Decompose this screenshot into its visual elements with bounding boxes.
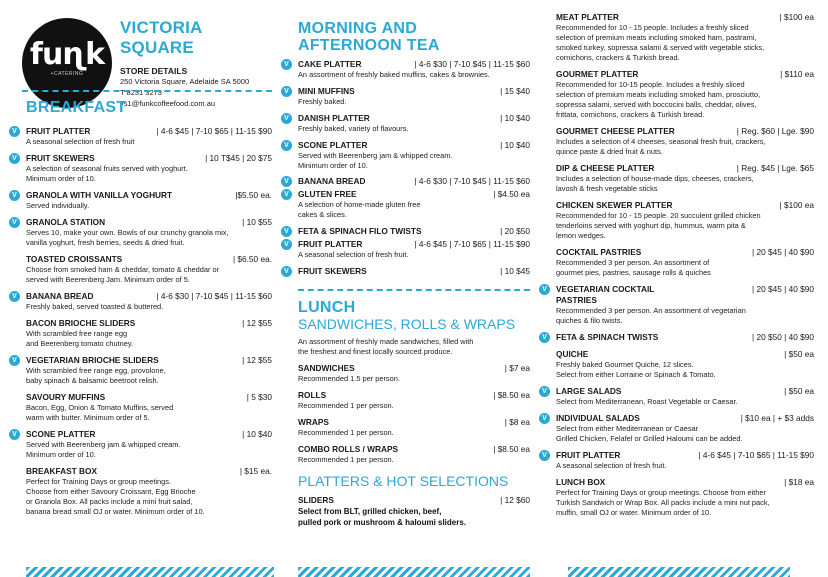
- item-price: | 20 $45 | 40 $90: [752, 247, 814, 257]
- lunch-intro-2: the freshest and finest locally sourced produce.: [298, 347, 453, 356]
- item-price: | 10 $40: [242, 429, 272, 439]
- item-name: WRAPS: [298, 417, 329, 427]
- item-desc: Served with Beerenberg jam & whipped cream.: [298, 151, 453, 160]
- item-price: | 10 $45: [500, 266, 530, 276]
- menu-item: [556, 69, 814, 120]
- logo-subtext: +CATERING: [50, 71, 84, 77]
- footer-stripe: [568, 567, 790, 577]
- item-name: SANDWICHES: [298, 363, 355, 373]
- item-desc: A seasonal selection of fresh fruit: [26, 137, 135, 146]
- menu-item: [556, 200, 814, 241]
- item-name: BANANA BREAD: [298, 176, 366, 186]
- item-name: MINI MUFFINS: [298, 86, 355, 96]
- item-desc: A selection of seasonal fruits served with yoghurt.: [26, 164, 188, 173]
- item-name: BACON BRIOCHE SLIDERS: [26, 318, 136, 328]
- item-name: MEAT PLATTER: [556, 12, 619, 22]
- menu-item: [284, 239, 530, 260]
- menu-item: [12, 190, 272, 211]
- menu-item: [556, 126, 814, 157]
- item-name: BANANA BREAD: [26, 291, 94, 301]
- menu-item: [542, 450, 814, 471]
- item-desc: An assortment of freshly baked muffins, cakes & brownies.: [298, 70, 490, 79]
- item-desc: Select from Mediterranean, Roast Vegetable or Caesar.: [556, 397, 738, 406]
- platters-title: PLATTERS & HOT SELECTIONS: [298, 473, 509, 489]
- lunch-intro-1: An assortment of freshly made sandwiches, filled with: [298, 337, 474, 346]
- vegetarian-icon: V: [281, 86, 292, 97]
- item-price: | 12 $55: [242, 318, 272, 328]
- item-price: | $15 ea.: [239, 466, 272, 476]
- item-desc: Recommended for 10 - 15 people. Includes a freshly sliced: [556, 23, 749, 32]
- store-email[interactable]: vs1@funkcoffeefood.com.au: [120, 99, 216, 108]
- vegetarian-icon: V: [281, 189, 292, 200]
- vegetarian-icon: V: [281, 140, 292, 151]
- item-desc: Freshly baked, served toasted & buttered.: [26, 302, 164, 311]
- menu-item: [298, 390, 530, 411]
- item-price: | 20 $45 | 40 $90: [752, 284, 814, 294]
- item-name: VEGETARIAN BRIOCHE SLIDERS: [26, 355, 159, 365]
- item-desc: Bacon, Egg, Onion & Tomato Muffins, served: [26, 403, 174, 412]
- item-desc: served with Beerenberg Jam. Minimum order of 5.: [26, 275, 190, 284]
- item-name: COMBO ROLLS / WRAPS: [298, 444, 399, 454]
- item-price: | 4-6 $30 | 7-10 $45 | 11-15 $60: [414, 59, 530, 69]
- item-name: FETA & SPINACH TWISTS: [556, 332, 659, 342]
- item-desc: Minimum order of 10.: [298, 161, 368, 170]
- item-price: |$5.50 ea.: [235, 190, 272, 200]
- item-price: | 10 $40: [500, 140, 530, 150]
- item-desc: warm with butter. Minimum order of 5.: [26, 413, 150, 422]
- item-name: TOASTED CROISSANTS: [26, 254, 123, 264]
- item-price: | $100 ea: [779, 200, 814, 210]
- menu-item: [542, 386, 814, 407]
- item-name: FRUIT PLATTER: [556, 450, 621, 460]
- item-desc: Minimum order of 10.: [26, 450, 96, 459]
- item-desc: gourmet pies, pastries, sausage rolls & quiches: [556, 268, 711, 277]
- item-price: | $18 ea: [784, 477, 814, 487]
- item-price: | $8.50 ea: [493, 444, 530, 454]
- footer-stripe: [26, 567, 274, 577]
- vegetarian-icon: V: [281, 266, 292, 277]
- item-desc: tenderloins served with yoghurt dip, hummus, warm pita &: [556, 221, 746, 230]
- item-price: | 4-6 $30 | 7-10 $45 | 11-15 $60: [156, 291, 272, 301]
- item-name: LUNCH BOX: [556, 477, 606, 487]
- vegetarian-icon: V: [9, 355, 20, 366]
- item-price: | $50 ea: [784, 349, 814, 359]
- item-desc: Grilled Chicken, Felafel or Grilled Haloumi can be added.: [556, 434, 743, 443]
- item-name: ROLLS: [298, 390, 327, 400]
- menu-item: [284, 226, 530, 237]
- vegetarian-icon: V: [539, 413, 550, 424]
- item-name: FRUIT SKEWERS: [26, 153, 95, 163]
- store-address: 250 Victoria Square, Adelaide SA 5000: [120, 77, 250, 86]
- item-desc: cornichons, crackers & Turkish bread.: [556, 53, 680, 62]
- item-price: | 4-6 $30 | 7-10 $45 | 11-15 $60: [414, 176, 530, 186]
- store-title: VICTORIA SQUARE: [120, 18, 202, 57]
- menu-item: [26, 392, 272, 423]
- menu-item: [542, 332, 814, 343]
- breakfast-list: [12, 126, 272, 517]
- item-name: BREAKFAST BOX: [26, 466, 97, 476]
- menu-item: [298, 417, 530, 438]
- item-price: | Reg. $60 | Lge. $90: [736, 126, 814, 136]
- item-desc: Select from either Mediterranean or Caesar: [556, 424, 699, 433]
- item-desc: cakes & slices.: [298, 210, 347, 219]
- item-price: | $110 ea: [780, 69, 814, 79]
- item-desc: lemon wedges.: [556, 231, 606, 240]
- item-desc: Serves 10, make your own. Bowls of our crunchy granola mix,: [26, 228, 229, 237]
- vegetarian-icon: V: [281, 176, 292, 187]
- item-name: SCONE PLATTER: [26, 429, 96, 439]
- vegetarian-icon: V: [539, 284, 550, 295]
- item-name: SAVOURY MUFFINS: [26, 392, 106, 402]
- vegetarian-icon: V: [9, 126, 20, 137]
- item-desc: vanilla yoghurt, fresh berries, seeds & dried fruit.: [26, 238, 185, 247]
- item-price: | 15 $40: [500, 86, 530, 96]
- item-name-cont: PASTRIES: [556, 295, 597, 305]
- menu-item: [556, 349, 814, 380]
- item-price: | 4-6 $45 | 7-10 $65 | 11-15 $90: [414, 239, 530, 249]
- menu-item: [556, 12, 814, 63]
- item-desc: With scrambled free range egg, provolone,: [26, 366, 166, 375]
- menu-item: [12, 217, 272, 248]
- lunch-title: LUNCH: [298, 299, 356, 316]
- morning-title-line2: AFTERNOON TEA: [298, 37, 440, 54]
- item-desc: Recommended 3 per person. An assortment of: [556, 258, 710, 267]
- vegetarian-icon: V: [9, 153, 20, 164]
- menu-item: [284, 189, 530, 220]
- item-desc: banana bread small OJ or water. Minimum order of 10.: [26, 507, 205, 516]
- item-desc: Choose from either Savoury Croissant, Egg Brioche: [26, 487, 196, 496]
- menu-item: [284, 176, 530, 187]
- item-desc: frittata, cornichons, crackers & Turkish bread.: [556, 110, 705, 119]
- item-desc: Served individually.: [26, 201, 90, 210]
- item-price: | $6.50 ea.: [232, 254, 272, 264]
- vegetarian-icon: V: [281, 113, 292, 124]
- item-price: | 12 $55: [242, 355, 272, 365]
- menu-item: [12, 126, 272, 147]
- breakfast-title: BREAKFAST: [26, 99, 127, 116]
- item-desc: Select from BLT, grilled chicken, beef,: [298, 507, 442, 516]
- item-name: LARGE SALADS: [556, 386, 622, 396]
- item-name: DANISH PLATTER: [298, 113, 370, 123]
- item-desc: Choose from smoked ham & cheddar, tomato & cheddar or: [26, 265, 220, 274]
- item-name: GRANOLA STATION: [26, 217, 106, 227]
- item-price: | 20 $50 | 40 $90: [752, 332, 814, 342]
- menu-item: [298, 363, 530, 384]
- menu-item: [556, 477, 814, 518]
- item-desc: or Granola Box. All packs include a mini fruit salad,: [26, 497, 193, 506]
- item-price: | $8 ea: [504, 417, 530, 427]
- menu-item: [542, 413, 814, 444]
- menu-item: [12, 355, 272, 386]
- item-desc: Recommended 1 per person.: [298, 401, 394, 410]
- vegetarian-icon: V: [9, 217, 20, 228]
- item-price: | $4.50 ea: [493, 189, 530, 199]
- item-name: CHICKEN SKEWER PLATTER: [556, 200, 673, 210]
- item-desc: Served with Beerenberg jam & whipped cream.: [26, 440, 181, 449]
- menu-item: [26, 318, 272, 349]
- item-desc: lavosh & fresh vegetable sticks: [556, 184, 658, 193]
- item-desc: Recommended for 10 - 15 people. 20 succulent grilled chicken: [556, 211, 761, 220]
- menu-item: [12, 429, 272, 460]
- menu-item: [298, 444, 530, 465]
- item-price: | $8.50 ea: [493, 390, 530, 400]
- item-desc: With scrambled free range egg: [26, 329, 128, 338]
- item-price: | $7 ea: [504, 363, 530, 373]
- store-phone: T 8231 3273: [120, 88, 162, 97]
- item-desc: muffin, small OJ or water. Minimum order of 10.: [556, 508, 712, 517]
- item-name: FETA & SPINACH FILO TWISTS: [298, 226, 422, 236]
- divider: [298, 289, 530, 291]
- menu-item: [556, 163, 814, 194]
- vegetarian-icon: V: [539, 386, 550, 397]
- item-price: | Reg. $45 | Lge. $65: [736, 163, 814, 173]
- item-desc: A seasonal selection of fresh fruit.: [556, 461, 667, 470]
- item-desc: baby spinach & balsamic beetroot relish.: [26, 376, 159, 385]
- menu-item: [12, 153, 272, 184]
- menu-item: [556, 247, 814, 278]
- menu-item: [284, 140, 530, 171]
- item-desc: smoked turkey, sopressa salami & served with vegetable sticks,: [556, 43, 765, 52]
- item-desc: Freshly baked Gourmet Quiche, 12 slices.: [556, 360, 694, 369]
- item-price: | $50 ea: [784, 386, 814, 396]
- item-name: FRUIT SKEWERS: [298, 266, 367, 276]
- menu-item: [12, 291, 272, 312]
- item-price: | 5 $30: [246, 392, 272, 402]
- platters-list: [542, 12, 814, 518]
- item-price: | $10 ea | + $3 adds: [740, 413, 814, 423]
- item-desc: Turkish Sandwich or Wrap Box. All packs include a mini nut pack,: [556, 498, 770, 507]
- item-name: FRUIT PLATTER: [26, 126, 91, 136]
- item-desc: Recommended 1.5 per person.: [298, 374, 400, 383]
- morning-lunch-column: [284, 20, 530, 528]
- item-name: DIP & CHEESE PLATTER: [556, 163, 655, 173]
- vegetarian-icon: V: [9, 429, 20, 440]
- item-desc: Recommended 1 per person.: [298, 455, 394, 464]
- item-name: GRANOLA WITH VANILLA YOGHURT: [26, 190, 173, 200]
- item-name: GOURMET CHEESE PLATTER: [556, 126, 675, 136]
- menu-item: [284, 266, 530, 277]
- item-price: | $100 ea: [779, 12, 814, 22]
- store-heading: STORE DETAILS: [120, 66, 188, 76]
- item-name: FRUIT PLATTER: [298, 239, 363, 249]
- menu-item: [542, 284, 814, 326]
- menu-item: [26, 466, 272, 517]
- item-desc: Select from either Lorraine or Spinach & Tomato.: [556, 370, 716, 379]
- vegetarian-icon: V: [539, 450, 550, 461]
- item-desc: Recommended 1 per person.: [298, 428, 394, 437]
- menu-item: [26, 254, 272, 285]
- item-desc: quiches & filo twists.: [556, 316, 623, 325]
- item-desc: A selection of home-made gluten free: [298, 200, 421, 209]
- item-price: | 10 $55: [242, 217, 272, 227]
- item-price: | 4-6 $45 | 7-10 $65 | 11-15 $90: [698, 450, 814, 460]
- vegetarian-icon: V: [281, 59, 292, 70]
- item-desc: Recommended 3 per person. An assortment of vegetarian: [556, 306, 746, 315]
- item-desc: sopressa salami, served with boccocini balls, cheddar, olives,: [556, 100, 757, 109]
- lunch-subtitle: SANDWICHES, ROLLS & WRAPS: [298, 316, 516, 332]
- item-price: | 20 $50: [500, 226, 530, 236]
- item-desc: selection of premium meats including smoked ham, pastrami,: [556, 33, 757, 42]
- vegetarian-icon: V: [539, 332, 550, 343]
- logo-text: fuɳk: [29, 37, 105, 72]
- footer-stripe: [298, 567, 530, 577]
- item-desc: Perfect for Training Days or group meetings.: [26, 477, 172, 486]
- morning-title-line1: MORNING AND: [298, 20, 418, 37]
- item-price: | 10 $40: [500, 113, 530, 123]
- item-name: INDIVIDUAL SALADS: [556, 413, 640, 423]
- item-name: SLIDERS: [298, 495, 334, 505]
- lunch-list: [298, 363, 530, 465]
- item-desc: Minimum order of 10.: [26, 174, 96, 183]
- vegetarian-icon: V: [281, 239, 292, 250]
- item-desc: quince paste & dried fruit & nuts.: [556, 147, 663, 156]
- item-price: | 4-6 $45 | 7-10 $65 | 11-15 $90: [156, 126, 272, 136]
- item-desc: Perfect for Training Days or group meetings. Choose from either: [556, 488, 766, 497]
- item-desc: pulled pork or mushroom & haloumi sliders.: [298, 518, 467, 527]
- item-name: GLUTEN FREE: [298, 189, 357, 199]
- menu-item: [284, 86, 530, 107]
- item-desc: A seasonal selection of fresh fruit.: [298, 250, 409, 259]
- platters-column: [542, 12, 814, 518]
- menu-item: [284, 59, 530, 80]
- item-desc: Freshly baked, variety of flavours.: [298, 124, 409, 133]
- vegetarian-icon: V: [281, 226, 292, 237]
- vegetarian-icon: V: [9, 291, 20, 302]
- item-desc: Includes a selection of 4 cheeses, seasonal fresh fruit, crackers,: [556, 137, 766, 146]
- divider: [22, 90, 272, 92]
- item-name: SCONE PLATTER: [298, 140, 368, 150]
- item-desc: Recommended for 10-15 people. Includes a freshly sliced: [556, 80, 745, 89]
- item-name: CAKE PLATTER: [298, 59, 362, 69]
- item-name: QUICHE: [556, 349, 589, 359]
- item-name: GOURMET PLATTER: [556, 69, 639, 79]
- item-desc: Includes a selection of house-made dips, cheeses, crackers,: [556, 174, 754, 183]
- item-desc: Freshly baked.: [298, 97, 347, 106]
- item-name: VEGETARIAN COCKTAIL: [556, 284, 655, 294]
- vegetarian-icon: V: [9, 190, 20, 201]
- item-price: | 12 $60: [500, 495, 530, 505]
- item-name: COCKTAIL PASTRIES: [556, 247, 642, 257]
- item-desc: selection of premium meats including smoked ham, prosciutto,: [556, 90, 761, 99]
- menu-item: [284, 113, 530, 134]
- menu-item-sliders: [298, 495, 530, 528]
- morning-list: [284, 59, 530, 277]
- breakfast-column: [12, 90, 272, 517]
- item-price: | 10 T$45 | 20 $75: [205, 153, 272, 163]
- item-desc: and Beerenberg tomato chutney.: [26, 339, 134, 348]
